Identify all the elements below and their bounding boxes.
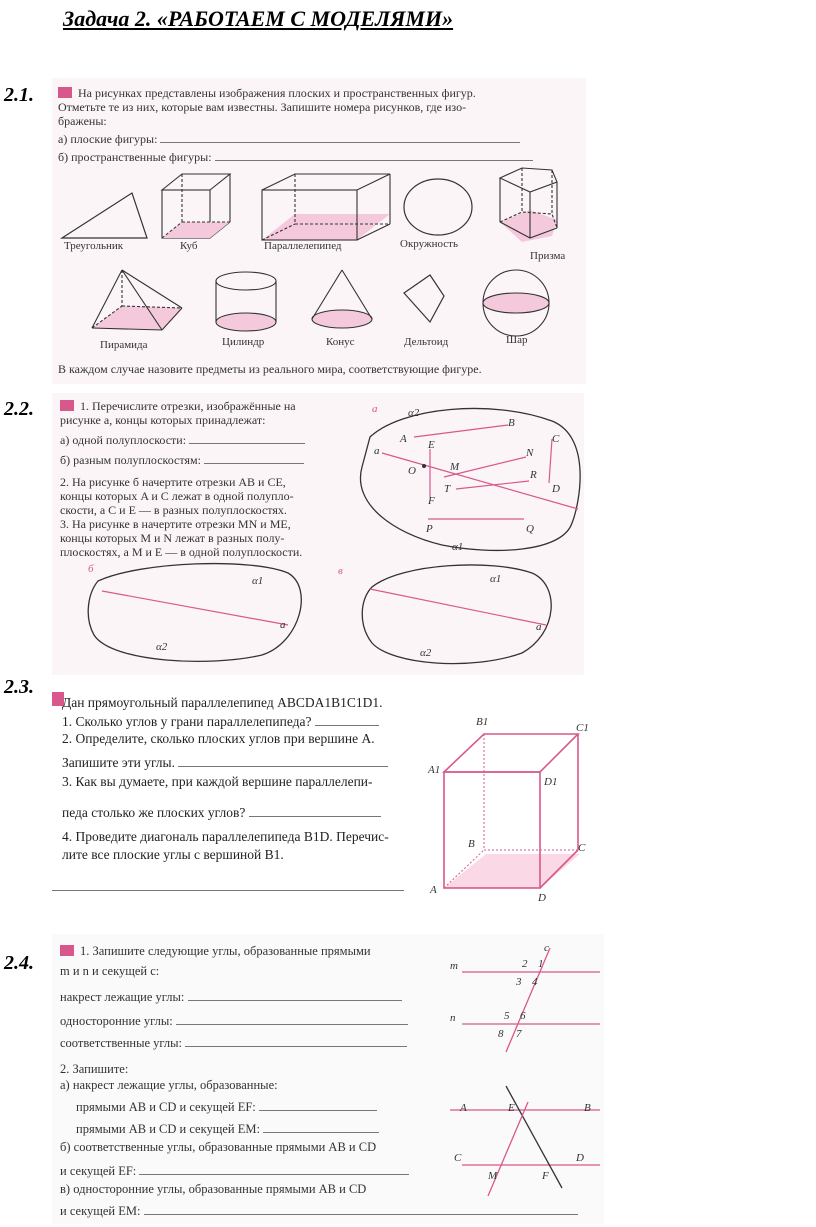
- vertex-label: B1: [476, 716, 489, 728]
- point-label: α1: [452, 541, 464, 553]
- vertex-label: A: [430, 884, 437, 896]
- task-line: соответственные углы:: [60, 1036, 407, 1051]
- shape-caption: Дельтоид: [404, 336, 449, 348]
- task-line: прямыми AB и CD и секущей EM:: [76, 1122, 379, 1137]
- answer-label-a: а) плоские фигуры:: [58, 132, 520, 147]
- point-label: D: [576, 1152, 584, 1164]
- task-line: а) накрест лежащие углы, образованные:: [60, 1078, 278, 1092]
- angle-label: 7: [516, 1028, 522, 1040]
- page-title: Задача 2. «РАБОТАЕМ С МОДЕЛЯМИ»: [63, 6, 454, 31]
- task-line: б) соответственные углы, образованные прямыми AB и CD: [60, 1140, 377, 1154]
- point-label: α2: [408, 407, 420, 419]
- task-line: 4. Проведите диагональ параллелепипеда B1D. Перечис-: [62, 829, 389, 844]
- figure-panel-2-2: [52, 393, 584, 675]
- footer-text: В каждом случае назовите предметы из реального мира, соответствующие фигуре.: [58, 362, 482, 376]
- angle-label: 3: [516, 976, 522, 988]
- task-line: 3. Как вы думаете, при каждой вершине параллелепи-: [62, 774, 373, 789]
- vertex-label: B: [468, 838, 475, 850]
- cube-shape: [162, 174, 230, 238]
- point-label: B: [508, 417, 515, 429]
- point-label: A: [460, 1102, 467, 1114]
- task-line: концы которых M и N лежат в разных полу-: [60, 531, 285, 545]
- task-line: педа столько же плоских углов?: [62, 804, 381, 821]
- shape-caption: Призма: [530, 250, 566, 262]
- plane-label: α1: [490, 573, 502, 585]
- figure-panel-2-3: [52, 690, 592, 914]
- line-label: m: [450, 960, 458, 972]
- point-label: E: [428, 439, 435, 451]
- task-line: Дан прямоугольный параллелепипед ABCDA1B1C1D1.: [62, 695, 383, 710]
- intro-line: На рисунках представлены изображения плоских и пространственных фигур.: [58, 86, 476, 101]
- vertex-label: C: [578, 842, 586, 854]
- line-label: n: [450, 1012, 456, 1024]
- plane-label: α1: [252, 575, 264, 587]
- point-label: C: [552, 433, 560, 445]
- figure-label: б: [88, 563, 94, 575]
- shape-caption: Параллелепипед: [264, 240, 342, 252]
- shape-caption: Треугольник: [64, 240, 124, 252]
- vertex-label: D1: [544, 776, 558, 788]
- figure-panel-2-4: [52, 934, 604, 1224]
- task-line: лите все плоские углы с вершиной B1.: [62, 847, 284, 862]
- prism-shape: [500, 168, 557, 242]
- task-line: 1. Запишите следующие углы, образованные прямыми: [60, 944, 371, 959]
- pyramid-shape: [92, 270, 182, 330]
- task-line: накрест лежащие углы:: [60, 990, 402, 1005]
- cone-shape: [312, 270, 372, 328]
- angle-label: 2: [522, 958, 528, 970]
- angle-label: 8: [498, 1028, 504, 1040]
- shape-caption: Пирамида: [100, 339, 148, 351]
- line-label: c: [544, 942, 549, 954]
- point-label: C: [454, 1152, 462, 1164]
- task-line: в) односторонние углы, образованные прямыми AB и CD: [60, 1182, 367, 1196]
- task-line: 2. Запишите:: [60, 1062, 129, 1076]
- angle-label: 5: [504, 1010, 510, 1022]
- section-number-2-1: 2.1.: [4, 84, 34, 106]
- point-label: B: [584, 1102, 591, 1114]
- point-label: E: [508, 1102, 515, 1114]
- point-label: Q: [526, 523, 534, 535]
- task-line: Запишите эти углы.: [62, 754, 388, 771]
- task-line: 1. Перечислите отрезки, изображённые на: [60, 399, 296, 414]
- point-label: M: [450, 461, 460, 473]
- point-label: M: [488, 1170, 498, 1182]
- deltoid-shape: [404, 275, 444, 322]
- figure-panel-2-1: [52, 78, 586, 384]
- answer-label-a: а) одной полуплоскости:: [60, 433, 305, 448]
- task-line: и секущей EF:: [60, 1164, 409, 1179]
- point-label: F: [542, 1170, 549, 1182]
- plane-label: a: [280, 619, 286, 631]
- answer-label-b: б) разным полуплоскостям:: [60, 453, 304, 468]
- shape-caption: Куб: [180, 240, 198, 252]
- point-label: a: [374, 445, 380, 457]
- task-line: и секущей EM:: [60, 1204, 578, 1219]
- parallelepiped-figure: [52, 690, 592, 914]
- half-planes-figure: [52, 393, 584, 675]
- task-line: рисунке а, концы которых принадлежат:: [60, 413, 266, 427]
- shape-caption: Конус: [326, 336, 355, 348]
- task-line: 2. На рисунке б начертите отрезки AB и CE,: [60, 475, 286, 489]
- task-line: плоскостях, а M и E — в одной полуплоскости.: [60, 545, 303, 559]
- angle-label: 6: [520, 1010, 526, 1022]
- intro-line: Отметьте те из них, которые вам известны. Запишите номера рисунков, где изо-: [58, 100, 467, 114]
- section-number-2-4: 2.4.: [4, 952, 34, 974]
- section-number-2-3: 2.3.: [4, 676, 34, 698]
- intro-line: бражены:: [58, 114, 107, 128]
- answer-label-b: б) пространственные фигуры:: [58, 150, 533, 165]
- shape-caption: Шар: [506, 334, 528, 346]
- shape-caption: Цилиндр: [222, 336, 265, 348]
- angle-label: 1: [538, 958, 544, 970]
- task-line: 1. Сколько углов у грани параллелепипеда?: [62, 713, 379, 730]
- task-line: односторонние углы:: [60, 1014, 408, 1029]
- point-label: O: [408, 465, 416, 477]
- circle-shape: [404, 179, 472, 235]
- point-label: D: [552, 483, 560, 495]
- point-label: A: [400, 433, 407, 445]
- point-label: T: [444, 483, 451, 495]
- cylinder-shape: [216, 272, 276, 331]
- sphere-shape: [483, 270, 549, 336]
- plane-label: a: [536, 621, 542, 633]
- vertex-label: D: [538, 892, 546, 904]
- angle-label: 4: [532, 976, 538, 988]
- triangle-shape: [62, 193, 147, 238]
- plane-label: α2: [156, 641, 168, 653]
- task-line: прямыми AB и CD и секущей EF:: [76, 1100, 377, 1115]
- point-label: N: [526, 447, 534, 459]
- vertex-label: C1: [576, 722, 589, 734]
- vertex-label: A1: [428, 764, 441, 776]
- parallelepiped-shape: [262, 174, 390, 240]
- figure-label: а: [372, 403, 378, 415]
- point-label: R: [530, 469, 537, 481]
- task-line: концы которых A и C лежат в одной полупло-: [60, 489, 294, 503]
- figure-label: в: [338, 565, 343, 577]
- task-line: 2. Определите, сколько плоских углов при вершине A.: [62, 731, 375, 746]
- point-label: P: [426, 523, 433, 535]
- shape-caption: Окружность: [400, 238, 458, 250]
- section-number-2-2: 2.2.: [4, 398, 34, 420]
- point-label: F: [428, 495, 435, 507]
- task-line: m и n и секущей c:: [60, 964, 160, 978]
- plane-label: α2: [420, 647, 432, 659]
- task-line: скости, а C и E — в разных полуплоскостях.: [60, 503, 287, 517]
- task-line: 3. На рисунке в начертите отрезки MN и ME,: [60, 517, 291, 531]
